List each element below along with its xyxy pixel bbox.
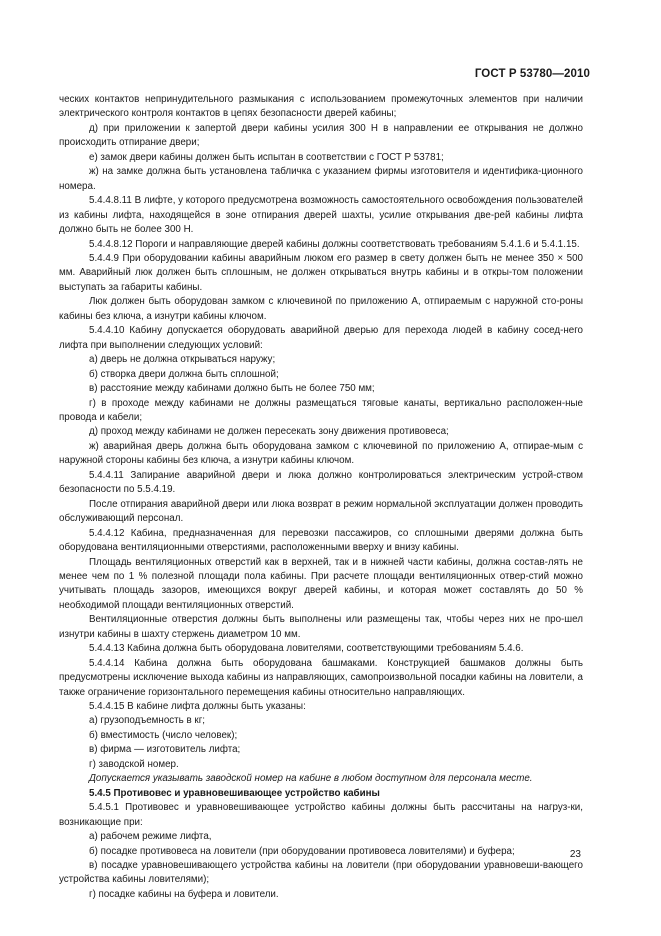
section-heading: 5.4.5 Противовес и уравновешивающее устройство кабины [89,787,380,799]
paragraph: 5.4.4.15 В кабине лифта должны быть указаны: [89,701,306,713]
page-number: 23 [569,849,581,860]
paragraph: 5.4.4.14 Кабина должна быть оборудована башмаками. Конструкцией башмаков должны быть предусмотрены исключение выхода кабины из направляющих, самопроизвольной посадки кабины на ловители, а также ограничение горизонтального перемещения кабины относительно направляющих. [59,657,583,698]
paragraph: д) при приложении к запертой двери кабины усилия 300 Н в направлении ее открывания не должно происходить отпирание двери; [59,122,583,149]
paragraph: 5.4.4.10 Кабину допускается оборудовать аварийной дверью для перехода людей в кабину сосед-него лифта при выполнении следующих условий: [59,325,583,351]
paragraph: 5.4.4.9 При оборудовании кабины аварийным люком его размер в свету должен быть не менее 350 × 500 мм. Аварийный люк должен быть сплошным, не должен открываться внутрь кабины и в откры-том положении выступать за габариты кабины. [59,252,583,293]
paragraph: г) в проходе между кабинами не должны размещаться тяговые канаты, вертикально расположен-ные провода и кабели; [59,397,583,423]
paragraph: ческих контактов непринудительного размыкания с использованием промежуточных элементов при наличии электрического контроля контактов в цепях безопасности дверей кабины; [59,94,583,120]
paragraph: б) вместимость (число человек); [89,729,238,741]
paragraph: а) дверь не должна открываться наружу; [89,354,276,366]
paragraph: 5.4.4.12 Кабина, предназначенная для перевозки пассажиров, со сплошными дверями должна быть оборудована вентиляционными отверстиями, расположенными вверху и внизу кабины. [59,527,583,554]
paragraph: б) створка двери должна быть сплошной; [89,368,279,380]
paragraph: Вентиляционные отверстия должны быть выполнены или размещены так, чтобы через них не про-шел изнутри кабины в шахту стержень диаметром 10 мм. [59,614,583,640]
paragraph: Площадь вентиляционных отверстий как в верхней, так и в нижней части кабины, должна состав-лять не менее чем по 1 % полезной площади пола кабины. При расчете площади вентиляционных отвер-стий можно учитывать площадь зазоров, имеющихся вокруг дверей кабины, и которая может составлять до 50 % необходимой площади вентиляционных отверстий. [59,556,583,611]
paragraph: Допускается указывать заводской номер на кабине в любом доступном для персонала месте. [89,773,533,785]
paragraph: г) посадке кабины на буфера и ловители. [89,888,279,900]
paragraph: г) заводской номер. [89,758,179,770]
paragraph: Люк должен быть оборудован замком с ключевиной по приложению А, отпираемым с наружной сто-роны кабины без ключа, а изнутри кабины ключом. [59,296,583,322]
document-body [59,93,583,902]
paragraph: д) проход между кабинами не должен пересекать зону движения противовеса; [89,426,449,438]
paragraph: а) рабочем режиме лифта, [89,831,212,843]
paragraph: ж) аварийная дверь должна быть оборудована замком с ключевиной по приложению А, отпирае-мым с наружной стороны кабины без ключа, а изнутри кабины ключом. [59,440,583,467]
paragraph: 5.4.5.1 Противовес и уравновешивающее устройство кабины должны быть рассчитаны на нагруз-ки, возникающие при: [59,802,583,828]
paragraph: в) фирма — изготовитель лифта; [89,744,241,756]
paragraph: е) замок двери кабины должен быть испытан в соответствии с ГОСТ Р 53781; [89,151,444,163]
paragraph: в) посадке уравновешивающего устройства кабины на ловители (при оборудовании уравновеши-вающего устройства кабины ловителями); [59,860,583,886]
paragraph: в) расстояние между кабинами должно быть не более 750 мм; [89,383,375,395]
document-header: ГОСТ Р 53780—2010 [474,68,590,80]
paragraph: 5.4.4.8.11 В лифте, у которого предусмотрена возможность самостоятельного освобождения пользователей из кабины лифта, находящейся в зоне отпирания дверей шахты, усилие открывания две-рей кабины лифта должно быть не более 300 Н. [59,195,583,236]
paragraph: ж) на замке должна быть установлена табличка с указанием фирмы изготовителя и идентифика-ционного номера. [59,166,583,192]
paragraph: а) грузоподъемность в кг; [89,715,205,727]
paragraph: 5.4.4.13 Кабина должна быть оборудована ловителями, соответствующими требованиям 5.4.6. [89,643,524,655]
paragraph: б) посадке противовеса на ловители (при оборудовании противовеса ловителями) и буфера; [89,845,515,857]
paragraph: 5.4.4.11 Запирание аварийной двери и люка должно контролироваться электрическим устрой-ством безопасности по 5.5.4.19. [59,469,583,496]
paragraph: 5.4.4.8.12 Пороги и направляющие дверей кабины должны соответствовать требованиям 5.4.1.6 и 5.4.1.15. [89,238,580,250]
paragraph: После отпирания аварийной двери или люка возврат в режим нормальной эксплуатации должен проводить обслуживающий персонал. [59,498,583,525]
